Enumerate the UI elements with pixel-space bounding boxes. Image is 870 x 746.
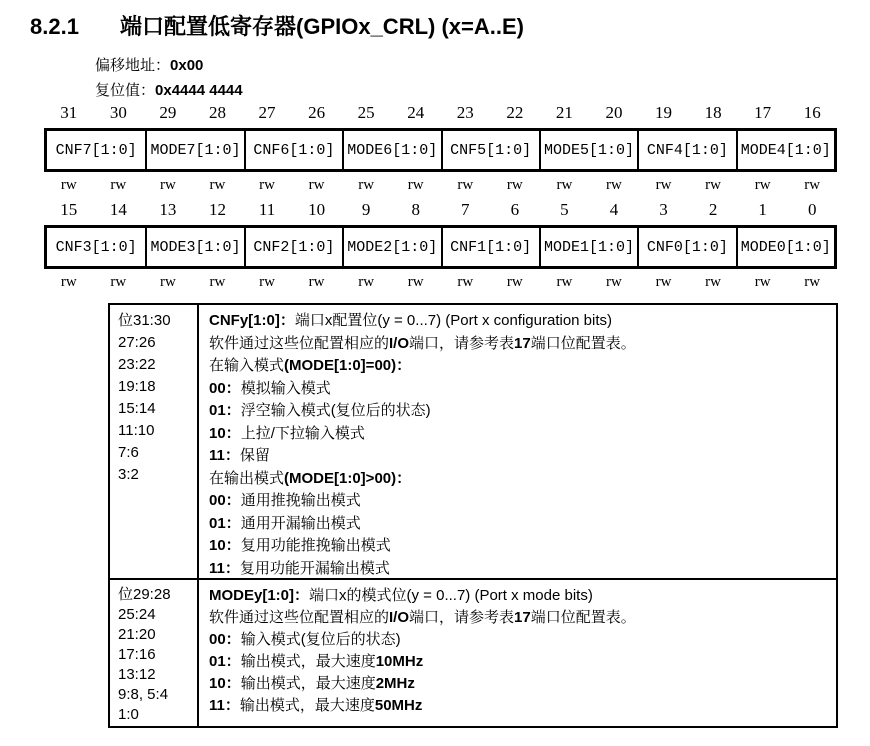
access-label: rw xyxy=(358,274,375,290)
access-row-high xyxy=(44,177,837,194)
access-label: rw xyxy=(804,274,821,290)
access-label: rw xyxy=(159,274,176,290)
bit-number: 3 xyxy=(659,200,668,219)
field-cell: CNF4[1:0] xyxy=(637,131,735,169)
desc-line: 01：输出模式，最大速度10MHz xyxy=(209,653,424,670)
bit-range-line: 1:0 xyxy=(118,706,139,723)
field-cell: MODE5[1:0] xyxy=(539,131,637,169)
bit-description-table xyxy=(108,303,838,728)
bit-range-line: 25:24 xyxy=(118,606,156,623)
access-label: rw xyxy=(308,177,325,193)
bit-range-column xyxy=(110,580,199,726)
bit-number: 28 xyxy=(208,103,226,122)
bit-number: 30 xyxy=(109,103,127,122)
field-cell: MODE0[1:0] xyxy=(736,228,834,266)
bit-number: 10 xyxy=(308,200,326,219)
access-label: rw xyxy=(655,177,672,193)
field-cell: CNF1[1:0] xyxy=(441,228,539,266)
bit-number: 13 xyxy=(159,200,177,219)
access-label: rw xyxy=(60,274,77,290)
table-row-mode xyxy=(110,578,836,726)
access-label: rw xyxy=(110,177,127,193)
field-cell: MODE6[1:0] xyxy=(342,131,440,169)
bit-number: 20 xyxy=(605,103,623,122)
field-cell: MODE2[1:0] xyxy=(342,228,440,266)
bit-number: 11 xyxy=(258,200,276,219)
desc-line: CNFy[1:0]：端口x配置位(y = 0...7) (Port x configuration bits) xyxy=(209,312,613,329)
access-label: rw xyxy=(358,177,375,193)
desc-line: 10：输出模式，最大速度2MHz xyxy=(209,675,415,692)
access-label: rw xyxy=(457,274,474,290)
bit-range-line: 位31:30 xyxy=(118,312,171,329)
desc-line: 00：通用推挽输出模式 xyxy=(209,492,361,509)
access-label: rw xyxy=(259,274,275,290)
bit-number: 17 xyxy=(754,103,772,122)
table-row-cnf xyxy=(110,305,836,578)
access-label: rw xyxy=(606,177,622,193)
desc-line: 01：浮空输入模式(复位后的状态) xyxy=(209,402,431,419)
bit-number: 19 xyxy=(655,103,673,122)
bit-number: 14 xyxy=(109,200,127,219)
bit-range-line: 23:22 xyxy=(118,356,156,373)
bit-range-line: 位29:28 xyxy=(118,586,171,603)
reset-value-label: 复位值： xyxy=(95,82,156,99)
bit-number: 21 xyxy=(555,103,573,122)
access-label: rw xyxy=(754,177,771,193)
bit-number: 7 xyxy=(461,200,470,219)
bit-range-line: 11:10 xyxy=(118,422,155,439)
desc-line: 01：通用开漏输出模式 xyxy=(209,514,361,532)
offset-address-value: 0x00 xyxy=(170,57,204,74)
access-label: rw xyxy=(209,274,226,290)
section-heading xyxy=(30,10,524,41)
access-label: rw xyxy=(308,274,325,290)
access-label: rw xyxy=(804,177,821,193)
desc-line: MODEy[1:0]：端口x的模式位(y = 0...7) (Port x mode bits) xyxy=(209,587,593,604)
bit-number: 22 xyxy=(506,103,524,122)
desc-line: 00：输入模式(复位后的状态) xyxy=(209,631,401,648)
access-label: rw xyxy=(655,274,672,290)
access-label: rw xyxy=(705,177,721,193)
access-label: rw xyxy=(457,177,474,193)
field-cell: CNF2[1:0] xyxy=(244,228,342,266)
access-label: rw xyxy=(60,177,77,193)
bit-number: 16 xyxy=(803,103,821,122)
desc-line: 11：复用功能开漏输出模式 xyxy=(209,559,390,577)
bit-number: 29 xyxy=(159,103,177,122)
field-cell: CNF7[1:0] xyxy=(55,141,137,159)
access-label: rw xyxy=(259,177,275,193)
bit-number: 1 xyxy=(758,200,767,219)
bit-range-line: 3:2 xyxy=(118,466,139,483)
field-row-high xyxy=(44,128,837,172)
access-label: rw xyxy=(110,274,127,290)
description-column xyxy=(199,305,836,578)
field-row-low xyxy=(44,225,837,269)
access-label: rw xyxy=(506,177,523,193)
desc-line: 11：保留 xyxy=(209,447,270,464)
access-label: rw xyxy=(407,177,424,193)
desc-line: 在输出模式(MODE[1:0]>00)： xyxy=(209,469,412,487)
field-cell: MODE3[1:0] xyxy=(145,228,243,266)
section-number: 8.2.1 xyxy=(30,14,79,39)
field-cell: CNF5[1:0] xyxy=(441,131,539,169)
bit-number: 6 xyxy=(510,200,520,219)
access-label: rw xyxy=(506,274,523,290)
page-title: 端口配置低寄存器(GPIOx_CRL) (x=A..E) xyxy=(120,14,524,39)
bit-range-line: 9:8, 5:4 xyxy=(118,686,169,703)
reset-value-line xyxy=(95,79,243,100)
desc-line: 00：模拟输入模式 xyxy=(209,379,331,397)
bit-number: 26 xyxy=(308,103,326,122)
bit-number: 9 xyxy=(361,200,371,219)
bit-number: 0 xyxy=(807,200,817,219)
desc-line: 软件通过这些位配置相应的I/O端口，请参考表17端口位配置表。 xyxy=(209,609,636,626)
bit-number: 18 xyxy=(704,103,722,122)
access-label: rw xyxy=(159,177,176,193)
field-cell: CNF0[1:0] xyxy=(637,228,735,266)
bit-number: 23 xyxy=(456,103,474,122)
bit-number: 25 xyxy=(357,103,375,122)
offset-address-label: 偏移地址： xyxy=(95,57,171,74)
bit-range-line: 21:20 xyxy=(118,626,156,643)
access-label: rw xyxy=(754,274,771,290)
bit-number: 8 xyxy=(411,200,420,219)
bit-numbers-row-high xyxy=(44,103,837,123)
offset-address-line xyxy=(95,54,203,75)
field-cell: MODE1[1:0] xyxy=(539,228,637,266)
bit-range-column xyxy=(110,305,199,578)
description-column xyxy=(199,580,836,726)
bit-range-line: 7:6 xyxy=(118,444,139,461)
bit-number: 31 xyxy=(60,103,78,122)
bit-number: 27 xyxy=(258,103,276,122)
bit-range-line: 19:18 xyxy=(118,378,156,395)
access-label: rw xyxy=(209,177,226,193)
field-cell: MODE4[1:0] xyxy=(736,131,834,169)
field-cell: CNF3[1:0] xyxy=(55,238,137,256)
bit-numbers-row-low xyxy=(44,200,837,220)
desc-line: 10：复用功能推挽输出模式 xyxy=(209,537,391,554)
desc-line: 在输入模式(MODE[1:0]=00)： xyxy=(209,357,412,374)
bit-number: 15 xyxy=(60,200,78,219)
bit-range-line: 13:12 xyxy=(118,666,156,683)
bit-number: 5 xyxy=(560,200,569,219)
bit-number: 2 xyxy=(708,200,718,219)
field-cell: MODE7[1:0] xyxy=(145,131,243,169)
access-label: rw xyxy=(556,177,573,193)
access-label: rw xyxy=(606,274,622,290)
access-label: rw xyxy=(705,274,721,290)
field-cell: CNF6[1:0] xyxy=(244,131,342,169)
bit-range-line: 15:14 xyxy=(118,400,156,417)
bit-range-line: 17:16 xyxy=(118,646,156,663)
desc-line: 软件通过这些位配置相应的I/O端口，请参考表17端口位配置表。 xyxy=(209,334,636,352)
desc-line: 10：上拉/下拉输入模式 xyxy=(209,424,365,442)
access-label: rw xyxy=(407,274,424,290)
access-label: rw xyxy=(556,274,573,290)
bit-range-line: 27:26 xyxy=(118,334,156,351)
bit-number: 24 xyxy=(407,103,425,122)
bit-number: 12 xyxy=(208,200,226,219)
reset-value: 0x4444 4444 xyxy=(155,82,243,99)
access-row-low xyxy=(44,274,837,291)
desc-line: 11：输出模式，最大速度50MHz xyxy=(209,697,423,714)
bit-number: 4 xyxy=(609,200,619,219)
